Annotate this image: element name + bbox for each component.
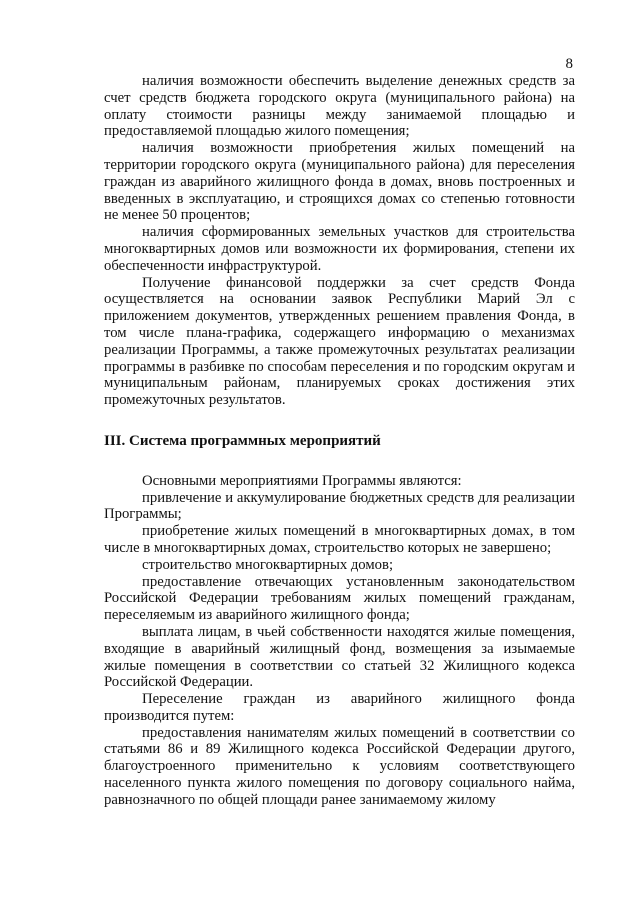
paragraph: предоставление отвечающих установленным законодательством Российской Федерации требованиям жилых помещений гражданам, переселяемым из аварийного жилищного фонда; — [104, 573, 575, 624]
paragraph: наличия возможности приобретения жилых помещений на территории городского округа (муниципального района) для переселения граждан из аварийного жилищного фонда в домах, вновь построенных и введенных в эксплуатацию, и строящихся домах со степенью готовности не менее 50 процентов; — [104, 140, 575, 224]
paragraph: наличия возможности обеспечить выделение денежных средств за счет средств бюджета городского округа (муниципального района) на оплату стоимости разницы между занимаемой площадью и предоставляемой площадью жилого помещения; — [104, 73, 575, 140]
section-heading: III. Система программных мероприятий — [104, 432, 381, 449]
paragraph: Основными мероприятиями Программы являются: — [142, 472, 462, 489]
paragraph: выплата лицам, в чьей собственности находятся жилые помещения, входящие в аварийный жилищный фонд, возмещения за изымаемые жилые помещения в соответствии со статьей 32 Жилищного кодекса Российской Федерации. — [104, 623, 575, 691]
page-number: 8 — [565, 56, 573, 72]
paragraph: привлечение и аккумулирование бюджетных средств для реализации Программы; — [104, 489, 575, 523]
paragraph: приобретение жилых помещений в многоквартирных домах, в том числе в многоквартирных домах, строительство которых не завершено; — [104, 523, 575, 556]
paragraph: Получение финансовой поддержки за счет средств Фонда осуществляется на основании заявок Республики Марий Эл с приложением документов, утвержденных решением правления Фонда, в том числе плана-графика, содержащего информацию о механизмах реализации Программы, а также промежуточных результатах реализации программы в разбивке по способам переселения и по городским округам и муниципальным районам, планируемых сроках достижения этих промежуточных результатов. — [104, 274, 575, 409]
document-body — [104, 73, 575, 809]
paragraph: предоставления нанимателям жилых помещений в соответствии со статьями 86 и 89 Жилищного кодекса Российской Федерации другого, благоустроенного применительно к условиям соответствующего населенного пункта жилого помещения по договору социального найма, равнозначного по общей площади ранее занимаемому жилому — [104, 724, 575, 808]
paragraph: наличия сформированных земельных участков для строительства многоквартирных домов или возможности их формирования, степени их обеспеченности инфраструктурой. — [104, 224, 575, 274]
paragraph: Переселение граждан из аварийного жилищного фонда производится путем: — [104, 691, 575, 724]
paragraph: строительство многоквартирных домов; — [142, 556, 394, 573]
